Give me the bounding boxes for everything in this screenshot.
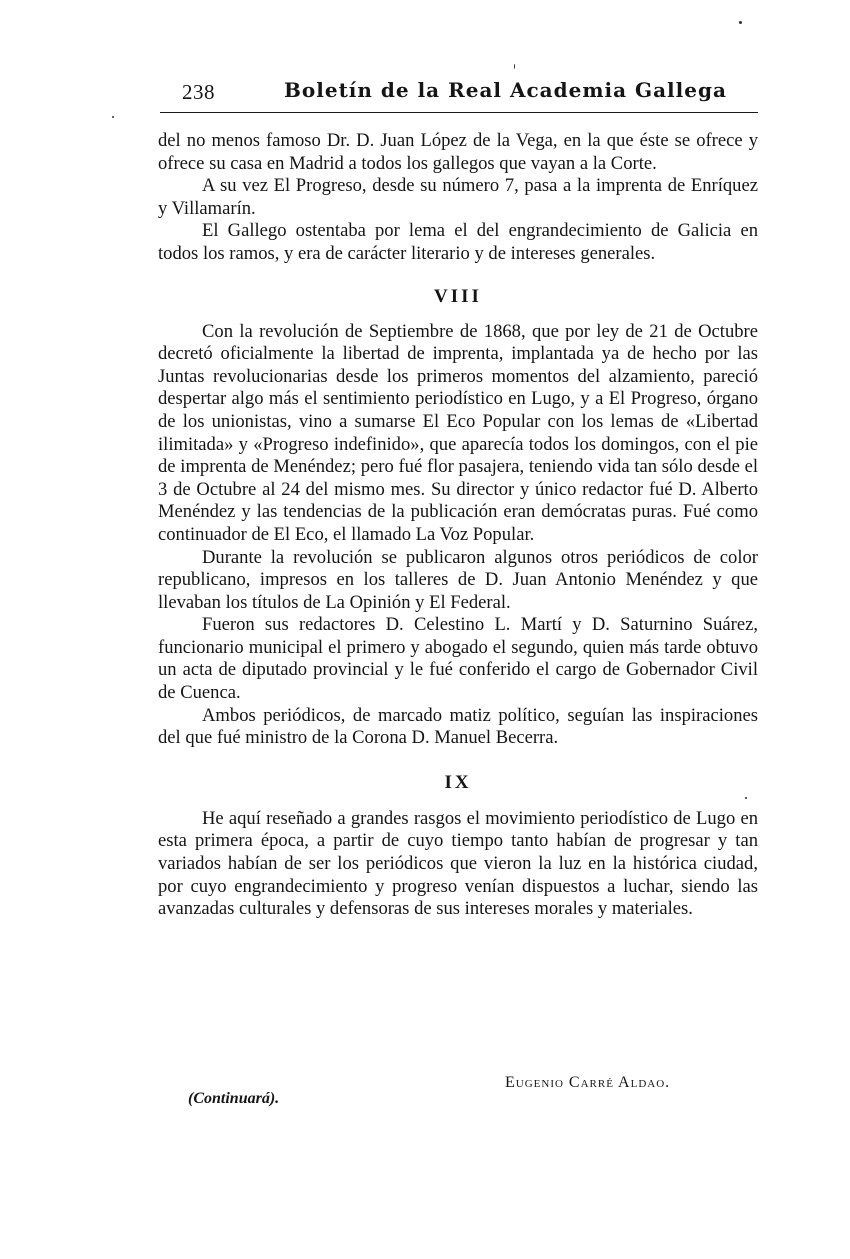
paragraph: Durante la revolución se publicaron algunos otros periódicos de color republicano, impresos en los talleres de D. Juan Antonio Menéndez y que llevaban los títulos de La Opinión y El Federal. xyxy=(158,546,758,613)
print-speck xyxy=(112,116,114,118)
section-heading-ix: IX xyxy=(444,771,472,793)
print-speck xyxy=(745,797,747,799)
print-speck xyxy=(514,64,515,69)
running-header xyxy=(160,76,758,113)
paragraph: El Gallego ostentaba por lema el del engrandecimiento de Galicia en todos los ramos, y era de carácter literario y de intereses generales. xyxy=(158,220,758,264)
continued-note: (Continuará). xyxy=(188,1090,280,1107)
paragraph: Ambos periódicos, de marcado matiz político, seguían las inspiraciones del que fué ministro de la Corona D. Manuel Becerra. xyxy=(158,704,758,749)
page-number: 238 xyxy=(182,80,215,104)
print-speck xyxy=(739,21,742,24)
paragraph: A su vez El Progreso, desde su número 7, pasa a la imprenta de Enríquez y Villamarín. xyxy=(158,175,758,219)
journal-title: Boletín de la Real Academia Gallega xyxy=(284,78,727,102)
paragraph: He aquí reseñado a grandes rasgos el movimiento periodístico de Lugo en esta primera época, a partir de cuyo tiempo tanto habían de progresar y tan variados habían de ser los periódicos que vieron la luz en la histórica ciudad, por cuyo engrandecimiento y progreso venían dispuestos a luchar, siendo las avanzadas culturales y defensoras de sus intereses morales y materiales. xyxy=(158,807,758,920)
paragraph: Con la revolución de Septiembre de 1868, que por ley de 21 de Octubre decretó oficialmente la libertad de imprenta, implantada ya de hecho por las Juntas revolucionarias desde los primeros momentos del alzamiento, pareció despertar algo más el sentimiento periodístico en Lugo, y a El Progreso, órgano de los unionistas, vino a sumarse El Eco Popular con los lemas de «Libertad ilimitada» y «Progreso indefinido», que aparecía todos los domingos, con el pie de imprenta de Menéndez; pero fué flor pasajera, teniendo vida tan sólo desde el 3 de Octubre al 24 del mismo mes. Su director y único redactor fué D. Alberto Menéndez y las tendencias de la publicación eran demócratas puras. Fué como continuador de El Eco, el llamado La Voz Popular. xyxy=(158,320,758,545)
article-body xyxy=(158,130,758,921)
paragraph: Fueron sus redactores D. Celestino L. Martí y D. Saturnino Suárez, funcionario municipal el primero y abogado el segundo, quien más tarde obtuvo un acta de diputado provincial y le fué conferido el cargo de Gobernador Civil de Cuenca. xyxy=(158,614,758,704)
section-heading-viii: VIII xyxy=(434,285,482,307)
paragraph-continued: del no menos famoso Dr. D. Juan López de la Vega, en la que éste se ofrece y ofrece su casa en Madrid a todos los gallegos que vayan a la Corte. xyxy=(158,130,758,174)
author-signature: Eugenio Carré Aldao. xyxy=(505,1074,671,1091)
